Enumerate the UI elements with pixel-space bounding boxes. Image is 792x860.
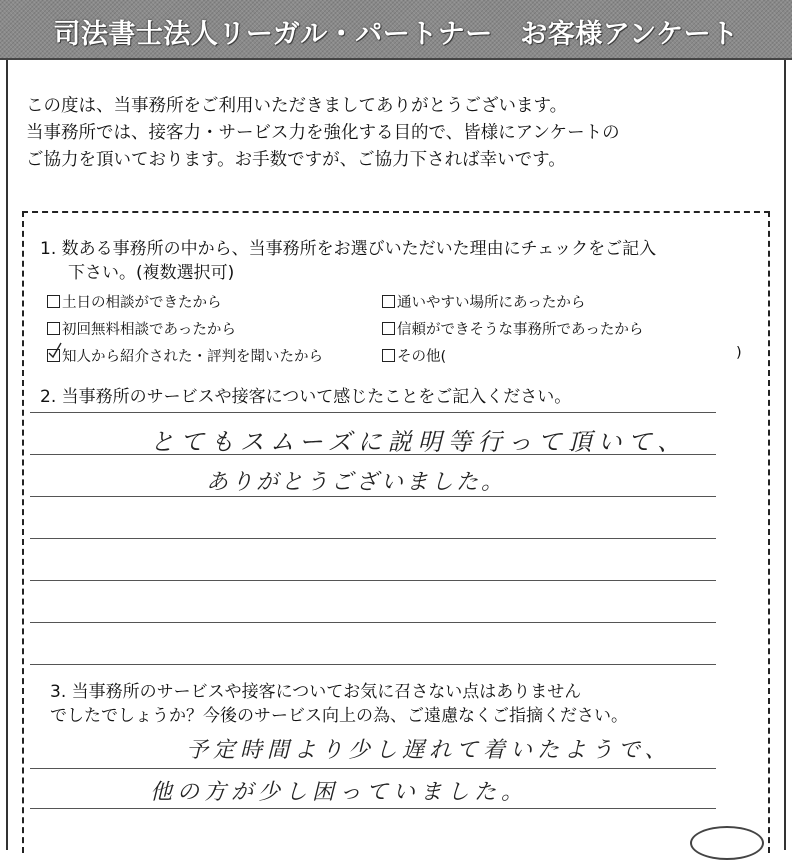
q3-text-line1: 3. 当事務所のサービスや接客についてお気に召さない点はありません xyxy=(50,682,582,702)
q1-option-referral[interactable] xyxy=(47,345,323,366)
intro-text xyxy=(26,93,620,174)
checkbox[interactable] xyxy=(382,322,395,335)
answer-rule xyxy=(30,538,716,539)
checkbox[interactable] xyxy=(47,322,60,335)
q1-option-weekend[interactable] xyxy=(47,291,222,312)
q3-handwritten-answer: 他の方が少し困っていました。 xyxy=(150,780,529,805)
q3-text-line2: でしたでしょうか？今後のサービス向上の為、ご遠慮なくご指摘ください。 xyxy=(50,706,628,726)
other-close-paren: ) xyxy=(736,345,742,361)
answer-rule xyxy=(30,412,716,413)
option-label: 土日の相談ができたから xyxy=(62,295,222,311)
intro-line: この度は、当事務所をご利用いただきましてありがとうございます。 xyxy=(26,96,568,116)
q2-text: 2. 当事務所のサービスや接客について感じたことをご記入ください。 xyxy=(40,387,572,407)
stamp-mark xyxy=(690,826,764,860)
q1-option-trust[interactable] xyxy=(382,318,643,339)
answer-rule xyxy=(30,622,716,623)
checkbox[interactable] xyxy=(382,349,395,362)
option-label: 信頼ができそうな事務所であったから xyxy=(397,322,644,338)
q1-option-location[interactable] xyxy=(382,291,585,312)
option-label: 知人から紹介された・評判を聞いたから xyxy=(62,349,323,365)
header-banner xyxy=(0,0,792,60)
option-label: 通いやすい場所にあったから xyxy=(397,295,586,311)
answer-rule xyxy=(30,580,716,581)
page-title: 司法書士法人リーガル・パートナー お客様アンケート xyxy=(53,19,739,50)
q1-text-line1: 1. 数ある事務所の中から、当事務所をお選びいただいた理由にチェックをご記入 xyxy=(40,239,657,259)
q3-handwritten-answer: 予定時間より少し遅れて着いたようで、 xyxy=(186,738,672,763)
check-mark-icon xyxy=(47,342,63,360)
answer-rule xyxy=(30,768,716,769)
q1-option-free-consult[interactable] xyxy=(47,318,236,339)
checkbox-checked[interactable] xyxy=(47,349,60,362)
option-label: 初回無料相談であったから xyxy=(62,322,236,338)
option-label: その他( xyxy=(397,349,447,365)
q2-handwritten-answer: ありがとうございました。 xyxy=(206,470,507,495)
checkbox[interactable] xyxy=(47,295,60,308)
answer-rule xyxy=(30,808,716,809)
intro-line: ご協力を頂いております。お手数ですが、ご協力下されば幸いです。 xyxy=(26,150,566,170)
q1-option-other[interactable] xyxy=(382,345,446,366)
q1-text-line2: 下さい。(複数選択可) xyxy=(68,263,235,283)
answer-rule xyxy=(30,496,716,497)
q2-handwritten-answer: とてもスムーズに説明等行って頂いて、 xyxy=(150,428,688,456)
answer-rule xyxy=(30,664,716,665)
checkbox[interactable] xyxy=(382,295,395,308)
intro-line: 当事務所では、接客力・サービス力を強化する目的で、皆様にアンケートの xyxy=(26,123,620,143)
